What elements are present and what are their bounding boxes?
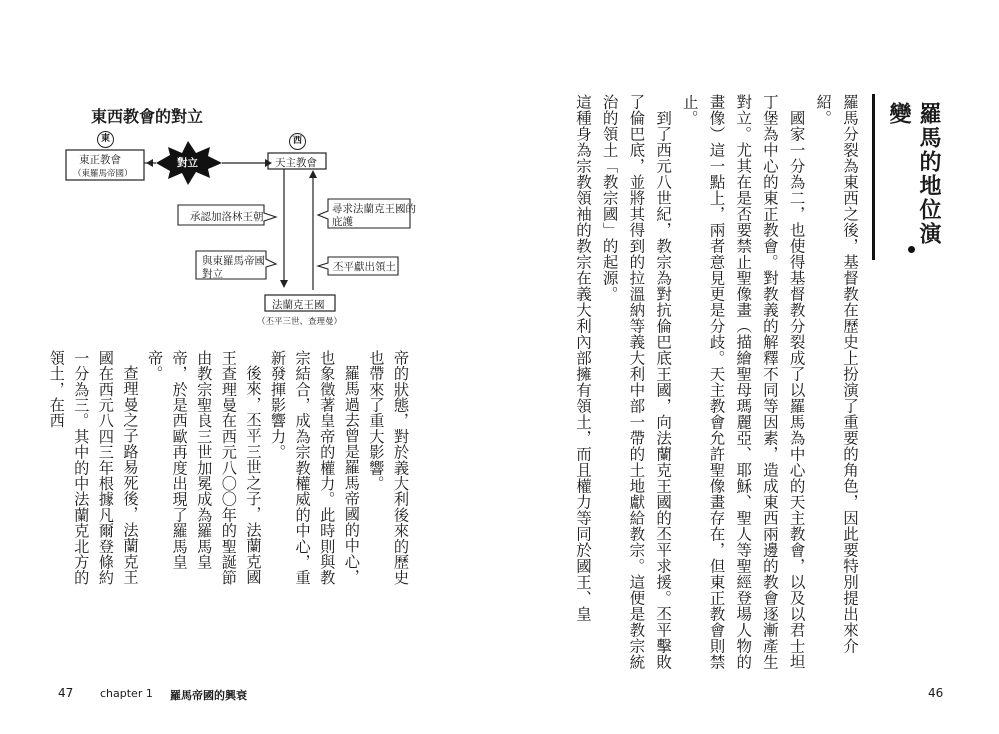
section-heading xyxy=(872,94,941,260)
east-church-sub: （東羅馬帝國） xyxy=(73,169,133,179)
east-church-label: 東正教會 xyxy=(79,154,121,166)
left-paragraph-4: 查理曼之子路易死後，法蘭克王國在西元八四三年根據凡爾登條約一分為三。其中的中法蘭克北方的領土，在西 xyxy=(47,350,140,586)
left-paragraph-3: 後來，丕平三世之子，法蘭克國王查理曼在西元八〇〇年的聖誕節由教宗聖良三世加冕成為羅馬皇帝，於是西歐再度出現了羅馬皇帝。 xyxy=(146,350,263,586)
bubble-alliance-line1: 與東羅馬帝國 xyxy=(202,255,265,267)
section-heading-text: 羅馬的地位演變 xyxy=(886,102,941,246)
west-church-label: 天主教會 xyxy=(275,157,317,169)
diagram-title: 東西教會的對立 xyxy=(91,107,204,126)
east-badge: 東 xyxy=(97,131,114,148)
bubble-alliance-line2: 對立 xyxy=(202,268,223,280)
left-paragraph-1: 帝的狀態，對於義大利後來的歷史也帶來了重大影響。 xyxy=(367,350,410,586)
frankish-label: 法蘭克王國 xyxy=(272,299,325,311)
bubble-protection-line2: 庇護 xyxy=(332,216,353,228)
conflict-label: 對立 xyxy=(177,157,198,169)
right-paragraph-4: 這種身為宗教領袖的教宗在義大利內部擁有領土，而且權力等同於國王、皇 xyxy=(573,94,592,622)
west-badge: 西 xyxy=(289,133,306,150)
chapter-title: 羅馬帝國的興衰 xyxy=(170,689,247,702)
left-paragraph-2: 羅馬過去曾是羅馬帝國的中心，也象徵著皇帝的權力。此時則與教宗結合，成為宗教權威的中心，重新發揮影響力。 xyxy=(269,350,361,586)
right-paragraph-2: 國家一分為二，也使得基督教分裂成了以羅馬為中心的天主教會，以及以君士坦丁堡為中心的東正教會。對教義的解釋不同等因素，造成東西兩邊的教會逐漸產生對立。尤其在是否要禁止聖像畫（描繪聖母瑪麗亞、耶穌、聖人等聖經登場人物的畫像）這一點上，兩者意見更是分歧。天主教會允許聖像畫存在，但東正教會則禁止。 xyxy=(680,94,806,670)
right-paragraph-3: 到了西元八世紀，教宗為對抗倫巴底王國，向法蘭克王國的丕平求援。丕平擊敗了倫巴底，並將其得到的拉溫納等義大利中部一帶的土地獻給教宗。這便是教宗統治的領土「教宗國」的起源。 xyxy=(600,94,673,670)
right-page-body xyxy=(573,94,863,674)
bubble-recognize: 承認加洛林王朝 xyxy=(190,211,264,223)
right-paragraph-1: 羅馬分裂為東西之後，基督教在歷史上扮演了重要的角色，因此要特別提出來介紹。 xyxy=(814,94,859,654)
heading-bullet-dot xyxy=(908,246,915,253)
bubble-donation: 丕平獻出領土 xyxy=(333,261,396,273)
frankish-sub: （丕平三世、查理曼） xyxy=(257,317,343,327)
bubble-protection-line1: 尋求法蘭克王國的 xyxy=(332,203,416,215)
left-page-number: 47 xyxy=(58,686,74,700)
right-page-number: 46 xyxy=(928,686,944,700)
left-page-body xyxy=(47,350,413,600)
chapter-label: chapter 1 xyxy=(100,687,153,700)
church-conflict-diagram xyxy=(60,125,460,330)
